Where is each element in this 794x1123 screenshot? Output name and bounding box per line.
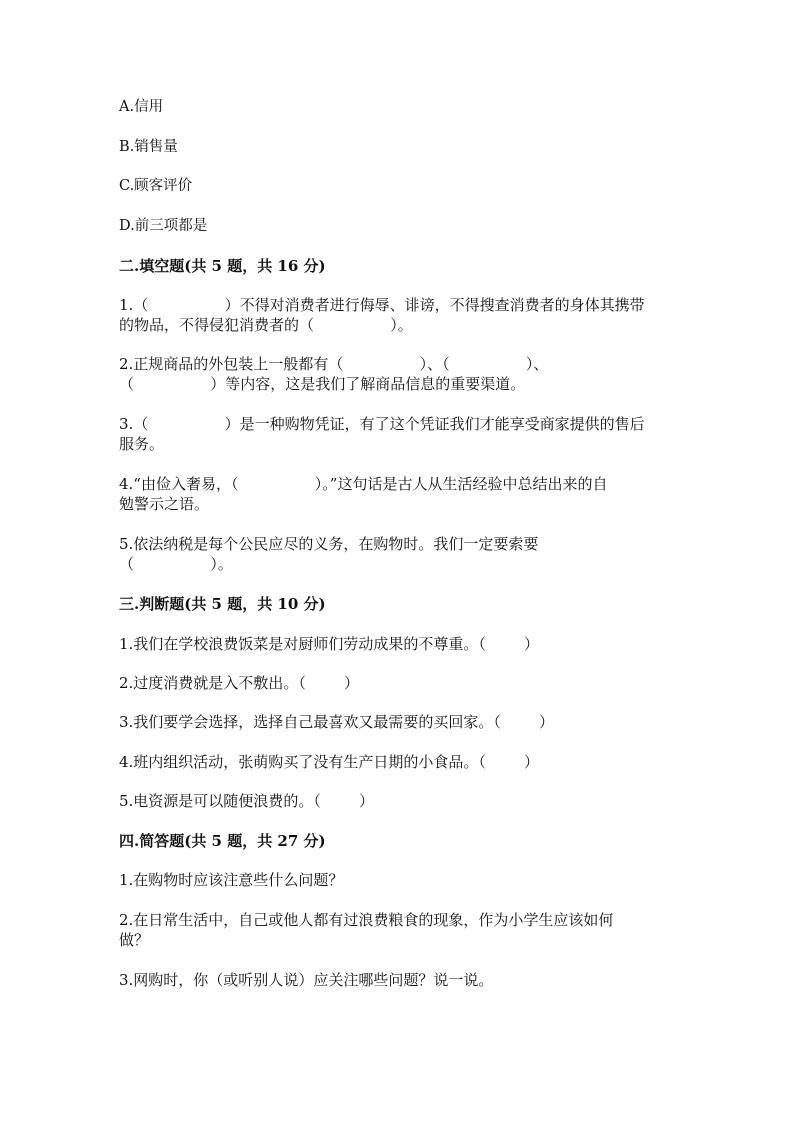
fill-q5-line2: （ ）。	[119, 555, 233, 573]
judge-q5: 5.电资源是可以随便浪费的。（ ）	[119, 792, 374, 810]
judge-q1: 1.我们在学校浪费饭菜是对厨师们劳动成果的不尊重。（ ）	[119, 635, 539, 653]
fill-q3-line1: 3.（ ）是一种购物凭证，有了这个凭证我们才能享受商家提供的售后	[119, 415, 645, 433]
option-d: D.前三项都是	[119, 218, 208, 234]
short-q2-line1: 2.在日常生活中，自己或他人都有过浪费粮食的现象，作为小学生应该如何	[119, 911, 614, 929]
option-b: B.销售量	[119, 139, 178, 155]
fill-q2-line2: （ ）等内容，这是我们了解商品信息的重要渠道。	[119, 375, 526, 393]
fill-q2-line1: 2.正规商品的外包装上一般都有（ ）、（ ）、	[119, 355, 549, 373]
judge-q3: 3.我们要学会选择，选择自己最喜欢又最需要的买回家。（ ）	[119, 713, 554, 731]
section-3-heading: 三.判断题(共 5 题，共 10 分)	[119, 595, 326, 613]
judge-q2: 2.过度消费就是入不敷出。（ ）	[119, 674, 359, 692]
fill-q3-line2: 服务。	[119, 435, 165, 453]
fill-q1-line1: 1.（ ）不得对消费者进行侮辱、诽谤，不得搜查消费者的身体其携带	[119, 296, 645, 314]
short-q3: 3.网购时，你（或听别人说）应关注哪些问题？说一说。	[119, 971, 494, 989]
fill-q5-line1: 5.依法纳税是每个公民应尽的义务，在购物时。我们一定要索要	[119, 535, 539, 553]
option-c: C.顾客评价	[119, 178, 193, 194]
judge-q4: 4.班内组织活动，张萌购买了没有生产日期的小食品。（ ）	[119, 753, 539, 771]
section-2-heading: 二.填空题(共 5 题，共 16 分)	[119, 257, 326, 275]
short-q1: 1.在购物时应该注意些什么问题？	[119, 871, 344, 889]
fill-q1-line2: 的物品，不得侵犯消费者的（ ）。	[119, 316, 413, 334]
fill-q4-line1: 4.“由俭入奢易，（ ）。”这句话是古人从生活经验中总结出来的自	[119, 475, 608, 493]
short-q2-line2: 做？	[119, 931, 150, 949]
option-a: A.信用	[119, 99, 164, 115]
section-4-heading: 四.简答题(共 5 题，共 27 分)	[119, 832, 326, 850]
fill-q4-line2: 勉警示之语。	[119, 495, 210, 513]
